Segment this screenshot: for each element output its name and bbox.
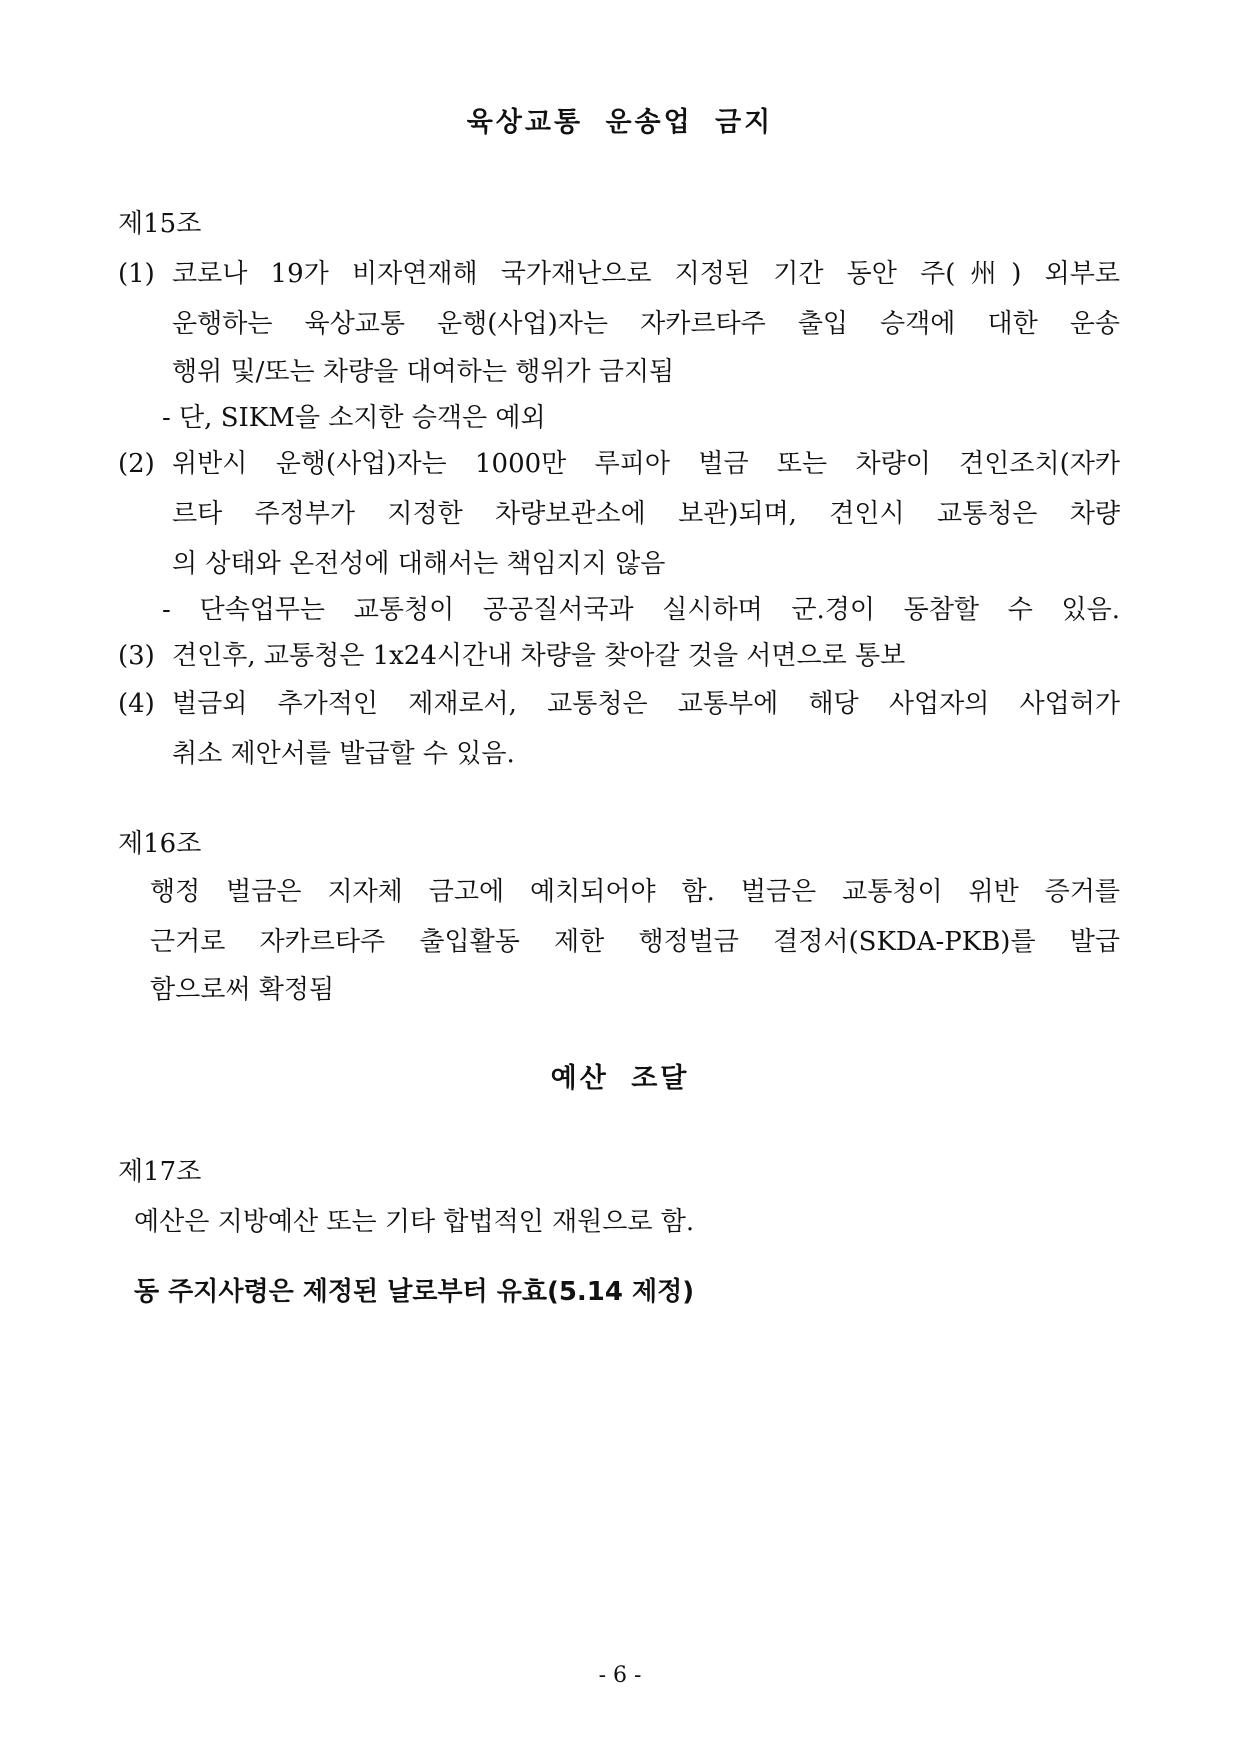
article-15-item-2-number: (2) [118,449,155,479]
article-16-line-2: 근거로 자카르타주 출입활동 제한 행정벌금 결정서(SKDA-PKB)를 발급 [150,927,1120,957]
article-15-item-2-line-1: 위반시 운행(사업)자는 1000만 루피아 벌금 또는 차량이 견인조치(자카 [172,449,1120,479]
article-15-label: 제15조 [118,209,202,239]
section-heading-budget: 예산 조달 [550,1063,690,1094]
article-16-line-3: 함으로써 확정됨 [150,975,335,1005]
section-heading-land-transport: 육상교통 운송업 금지 [466,107,774,138]
article-15-item-1-number: (1) [118,259,155,289]
article-15-item-2-line-3: 의 상태와 온전성에 대해서는 책임지지 않음 [172,549,666,579]
article-15-item-4-number: (4) [118,689,155,719]
article-15-item-3-number: (3) [118,641,155,671]
article-15-item-2-note: - 단속업무는 교통청이 공공질서국과 실시하며 군.경이 동참할 수 있음. [162,595,1120,625]
article-15-item-1-note: - 단, SIKM을 소지한 승객은 예외 [162,403,546,433]
article-15-item-1-line-2: 운행하는 육상교통 운행(사업)자는 자카르타주 출입 승객에 대한 운송 [172,309,1120,339]
page-number: - 6 - [598,1663,642,1688]
article-15-item-1-line-1: 코로나 19가 비자연재해 국가재난으로 지정된 기간 동안 주(州) 외부로 [172,259,1120,289]
article-15-item-4-line-2: 취소 제안서를 발급할 수 있음. [172,739,515,769]
article-15-item-1-line-3: 행위 및/또는 차량을 대여하는 행위가 금지됨 [172,357,675,387]
article-15-item-4-line-1: 벌금외 추가적인 제재로서, 교통청은 교통부에 해당 사업자의 사업허가 [172,689,1120,719]
article-15-item-3-line-1: 견인후, 교통청은 1x24시간내 차량을 찾아갈 것을 서면으로 통보 [172,641,906,671]
article-16-label: 제16조 [118,829,202,859]
article-17-line-1: 예산은 지방예산 또는 기타 합법적인 재원으로 함. [134,1207,695,1237]
effective-date-note: 동 주지사령은 제정된 날로부터 유효(5.14 제정) [134,1277,695,1307]
article-16-line-1: 행정 벌금은 지자체 금고에 예치되어야 함. 벌금은 교통청이 위반 증거를 [150,877,1120,907]
article-17-label: 제17조 [118,1157,202,1187]
article-15-item-2-line-2: 르타 주정부가 지정한 차량보관소에 보관)되며, 견인시 교통청은 차량 [172,499,1120,529]
